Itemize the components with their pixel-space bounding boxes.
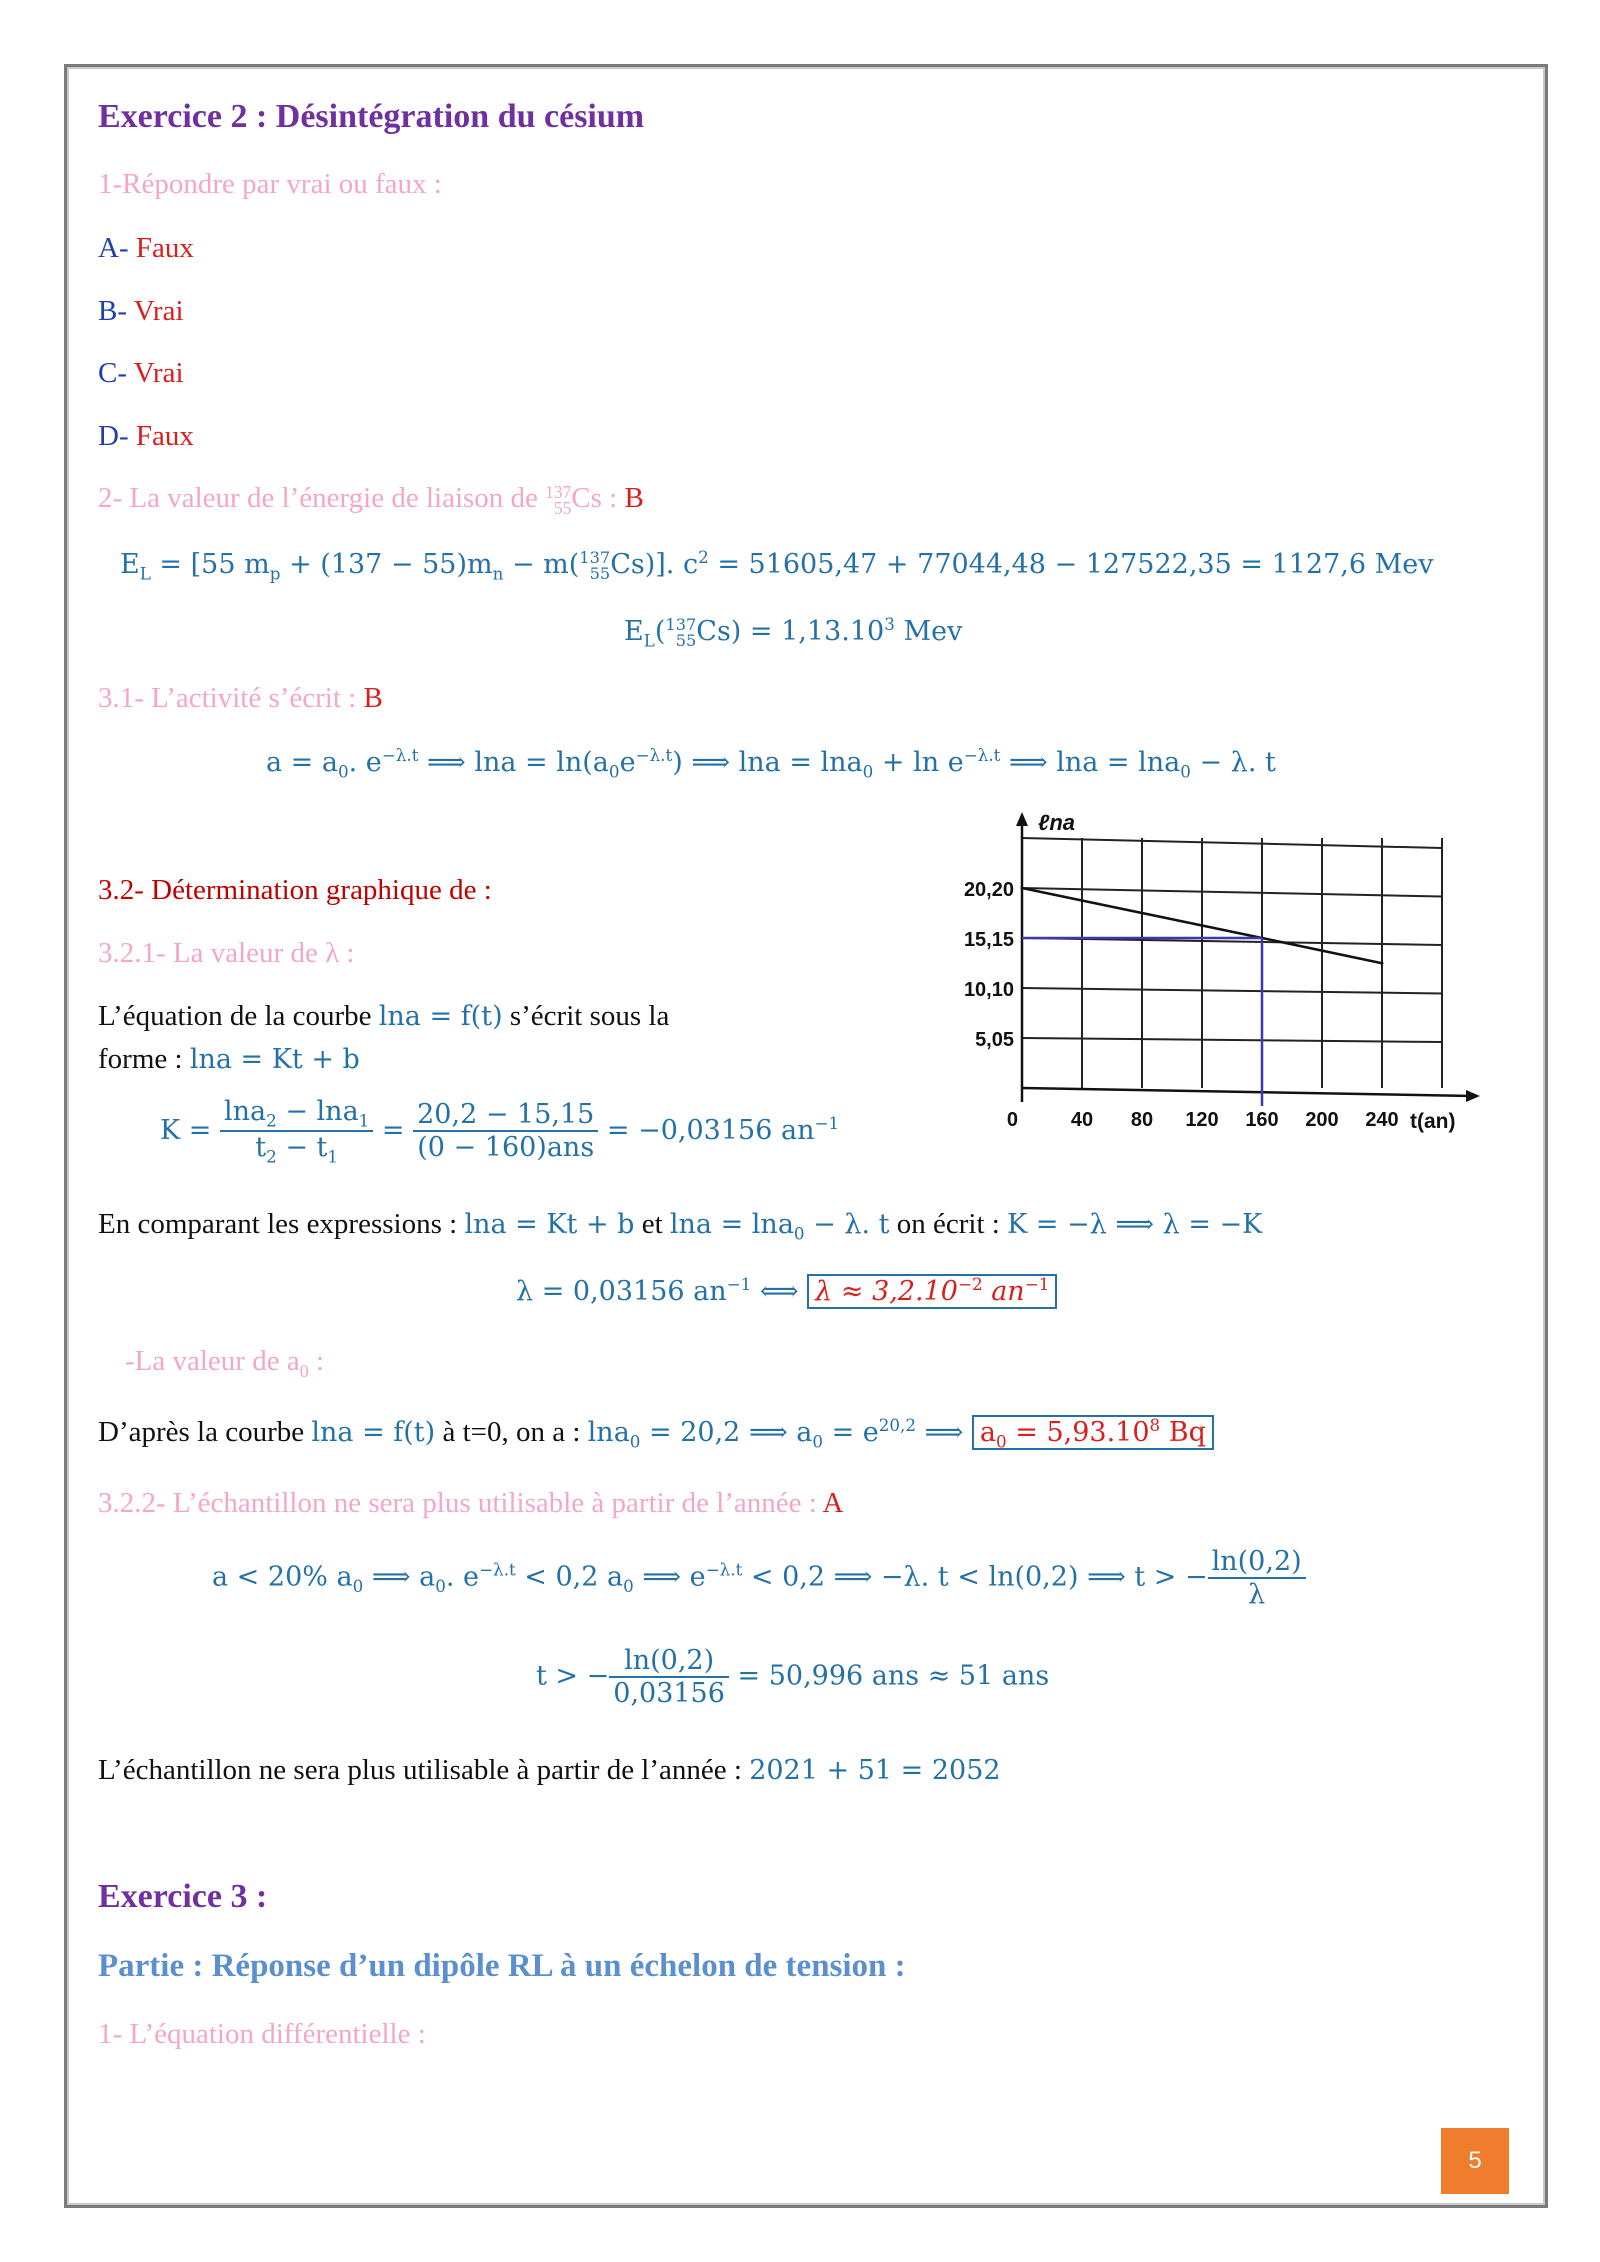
- data-point: [1021, 887, 1024, 890]
- answer-c: C- Vrai: [98, 357, 184, 389]
- answer-a: A- Faux: [98, 232, 194, 264]
- x-tick-label: 80: [1130, 1109, 1154, 1131]
- slope-k-formula: K = $\frac{\ln a_2 - \ln a_1}{t_2 - t_1}$ = $\frac{20,2 - 15,15}{\text{(0 − 160)ans}}$ = −0,03156 $an^{-1}$: [160, 1096, 840, 1167]
- page-number: 5: [1441, 2128, 1509, 2194]
- answer-b: B- Vrai: [98, 295, 184, 327]
- x-tick-label: 200: [1305, 1109, 1339, 1131]
- binding-energy-result: $E_L(137$ $55Cs) = 1,13.10^3$ Mev: [624, 614, 963, 651]
- grid-line-horizontal: [1022, 988, 1442, 994]
- inequality-1: a < 20% $a_0$ ⟹ $a_0$. $e^{-\lambda.t} < 0,2$ $a_0$ ⟹ $e^{-\lambda.t} < 0,2$ ⟹ −λ. t < ln(0,2) ⟹ t > − $\frac{\ln(0,2)}{\lambda}$: [212, 1546, 1306, 1610]
- question-3-1: 3.1- L’activité s’écrit : B: [98, 682, 383, 714]
- question-3-2-1: 3.2.1- La valeur de λ :: [98, 937, 355, 969]
- a0-line: D’après la courbe lna = f(t) à t=0, on a : lna$_0$ = 20,2 ⟹ $a_0 = e^{20,2}$ ⟹ $a_0 = 5,93.10^8$ Bq: [98, 1415, 1214, 1451]
- y-axis-label: ℓna: [1038, 810, 1076, 835]
- x-tick-label: 0: [1006, 1109, 1018, 1131]
- x-axis-label: t(an): [1410, 1110, 1456, 1133]
- exercise-3-subtitle: Partie : Réponse d’un dipôle RL à un échelon de tension :: [98, 1948, 906, 1984]
- question-1: 1-Répondre par vrai ou faux :: [98, 168, 442, 200]
- inequality-2: t > − $\frac{\ln(0,2)}{0,03156}$ = 50,996 ans ≈ 51 ans: [536, 1645, 1050, 1709]
- curve-equation-line-1: L’équation de la courbe lna = f(t) s’écrit sous la: [98, 1000, 670, 1032]
- x-axis: [1022, 1088, 1472, 1096]
- x-tick-label: 160: [1245, 1109, 1279, 1131]
- y-tick-label: 5,05: [975, 1029, 1014, 1051]
- exercise-3-question-1: 1- L’équation différentielle :: [98, 2018, 426, 2050]
- grid-line-horizontal: [1022, 838, 1442, 848]
- x-tick-label: 240: [1365, 1109, 1399, 1131]
- curve-equation-line-2: forme : lna = Kt + b: [98, 1043, 360, 1075]
- y-tick-label: 20,20: [963, 879, 1014, 901]
- lna-vs-time-chart: [940, 808, 1500, 1198]
- grid-line-horizontal: [1022, 1038, 1442, 1042]
- data-point: [1381, 962, 1384, 965]
- activity-equation: $a = a_0$. $e^{-\lambda.t}$ ⟹ $\ln a = \ln(a_0e^{-\lambda.t})$ ⟹ $\ln a = \ln a_0 + \ln e^{-\lambda.t}$ ⟹ lna = lna$_0$ − λ. t: [266, 745, 1276, 782]
- x-tick-label: 120: [1185, 1109, 1219, 1131]
- x-axis-arrow: [1466, 1090, 1480, 1102]
- exercise-2-title: Exercice 2 : Désintégration du césium: [98, 98, 645, 135]
- a0-subtitle: -La valeur de $a_0$ :: [125, 1345, 324, 1381]
- y-tick-label: 15,15: [963, 929, 1014, 951]
- lambda-result: λ = 0,03156 $an^{-1}$ ⟺ $\lambda \approx 3,2.10^{-2}$ $an^{-1}$: [516, 1274, 1057, 1307]
- y-tick-label: 10,10: [963, 979, 1014, 1001]
- a0-boxed-answer: $a_0 = 5,93.10^8$ Bq: [972, 1415, 1214, 1450]
- exercise-3-title: Exercice 3 :: [98, 1878, 268, 1915]
- binding-energy-formula: $E_L = [55$ $m_p + (137 - 55)m_n - m(137$ 55Cs)]. $c^2 = 51605,47 + 77044,48 - 127522,35 = 1127,6$ Mev: [120, 547, 1434, 584]
- lambda-boxed-answer: $\lambda \approx 3,2.10^{-2}$ $an^{-1}$: [807, 1274, 1057, 1309]
- question-3-2: 3.2- Détermination graphique de :: [98, 874, 492, 906]
- y-axis-arrow: [1016, 812, 1028, 826]
- year-line: L’échantillon ne sera plus utilisable à partir de l’année : 2021 + 51 = 2052: [98, 1754, 1001, 1786]
- question-3-2-2: 3.2.2- L’échantillon ne sera plus utilisable à partir de l’année : A: [98, 1487, 844, 1519]
- answer-d: D- Faux: [98, 420, 194, 452]
- x-tick-label: 40: [1070, 1109, 1094, 1131]
- comparison-line: En comparant les expressions : lna = Kt + b et lna = lna$_0$ − λ. t on écrit : K = −λ ⟹ λ = −K: [98, 1208, 1263, 1244]
- chart-axes: [1016, 812, 1480, 1102]
- question-2: 2- La valeur de l’énergie de liaison de 137 55Cs : B: [98, 481, 644, 519]
- grid-line-horizontal: [1022, 888, 1442, 897]
